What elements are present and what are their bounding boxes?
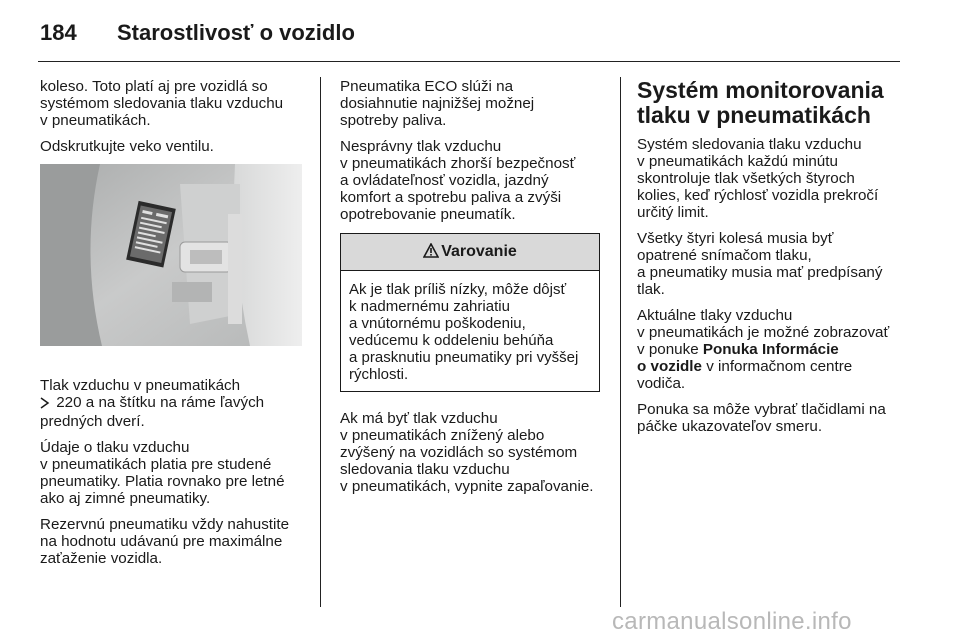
header-rule — [38, 61, 900, 62]
paragraph: Všetky štyri kolesá musia byť opatrené snímačom tlaku, a pneumatiky musia mať predpísaný tlak. — [637, 230, 883, 298]
paragraph: Údaje o tlaku vzduchu v pneumatikách platia pre studené pneumatiky. Platia rovnako pre letné ako aj zimné pneumatiky. — [40, 439, 285, 507]
menu-name-bold: Ponuka Informácie — [702, 341, 839, 358]
paragraph: Nesprávny tlak vzduchu v pneumatikách zhorší bezpečnosť a ovládateľnosť vozidla, jazdný komfort a spotrebu paliva a zvýši opotrebovanie pneumatík. — [340, 138, 576, 223]
column-divider-2 — [620, 77, 621, 607]
paragraph: Rezervnú pneumatiku vždy nahustite na hodnotu udávanú pre maximálne zaťaženie vozidla. — [40, 516, 290, 567]
watermark: carmanualsonline.info — [612, 608, 852, 635]
page-header-title: Starostlivosť o vozidlo — [117, 20, 355, 45]
warning-header — [341, 234, 599, 271]
menu-name-bold: o vozidle — [637, 358, 702, 375]
paragraph: Aktuálne tlaky vzduchu v pneumatikách je možné zobrazovať v ponuke Ponuka Informácie o vozidle v informačnom centre vodiča. — [637, 307, 890, 392]
column-divider-1 — [320, 77, 321, 607]
paragraph: koleso. Toto platí aj pre vozidlá so systémom sledovania tlaku vzduchu v pneumatikách. — [40, 78, 284, 129]
warning-box — [340, 233, 600, 392]
tire-pressure-label-photo — [40, 164, 302, 346]
paragraph: Ak má byť tlak vzduchu v pneumatikách znížený alebo zvýšený na vozidlách so systémom sledovania tlaku vzduchu v pneumatikách, vypnite zapaľovanie. — [340, 410, 594, 495]
warning-title: Varovanie — [441, 243, 517, 260]
warning-triangle-icon — [423, 236, 439, 272]
paragraph: Pneumatika ECO slúži na dosiahnutie najnižšej možnej spotreby paliva. — [340, 78, 535, 129]
column-3 — [637, 78, 909, 444]
reference-arrow-icon — [40, 396, 50, 413]
warning-body: Ak je tlak príliš nízky, môže dôjsť k nadmernému zahriatiu a vnútornému poškodeniu, vedúcemu k oddeleniu behúňa a prasknutiu pneumatiky pri vyššej rýchlosti. — [349, 281, 579, 383]
paragraph: Odskrutkujte veko ventilu. — [40, 138, 214, 155]
page-number: 184 — [40, 20, 77, 45]
section-title: Systém monitorovania tlaku v pneumatikách — [637, 77, 884, 128]
paragraph: Tlak vzduchu v pneumatikách 220 a na štítku na ráme ľavých predných dverí. — [40, 377, 265, 430]
paragraph: Ponuka sa môže vybrať tlačidlami na páčke ukazovateľov smeru. — [637, 401, 886, 435]
column-2 — [340, 78, 602, 504]
paragraph: Systém sledovania tlaku vzduchu v pneumatikách každú minútu skontroluje tlak všetkých štyroch kolies, keď rýchlosť vozidla prekročí určitý limit. — [637, 136, 879, 221]
